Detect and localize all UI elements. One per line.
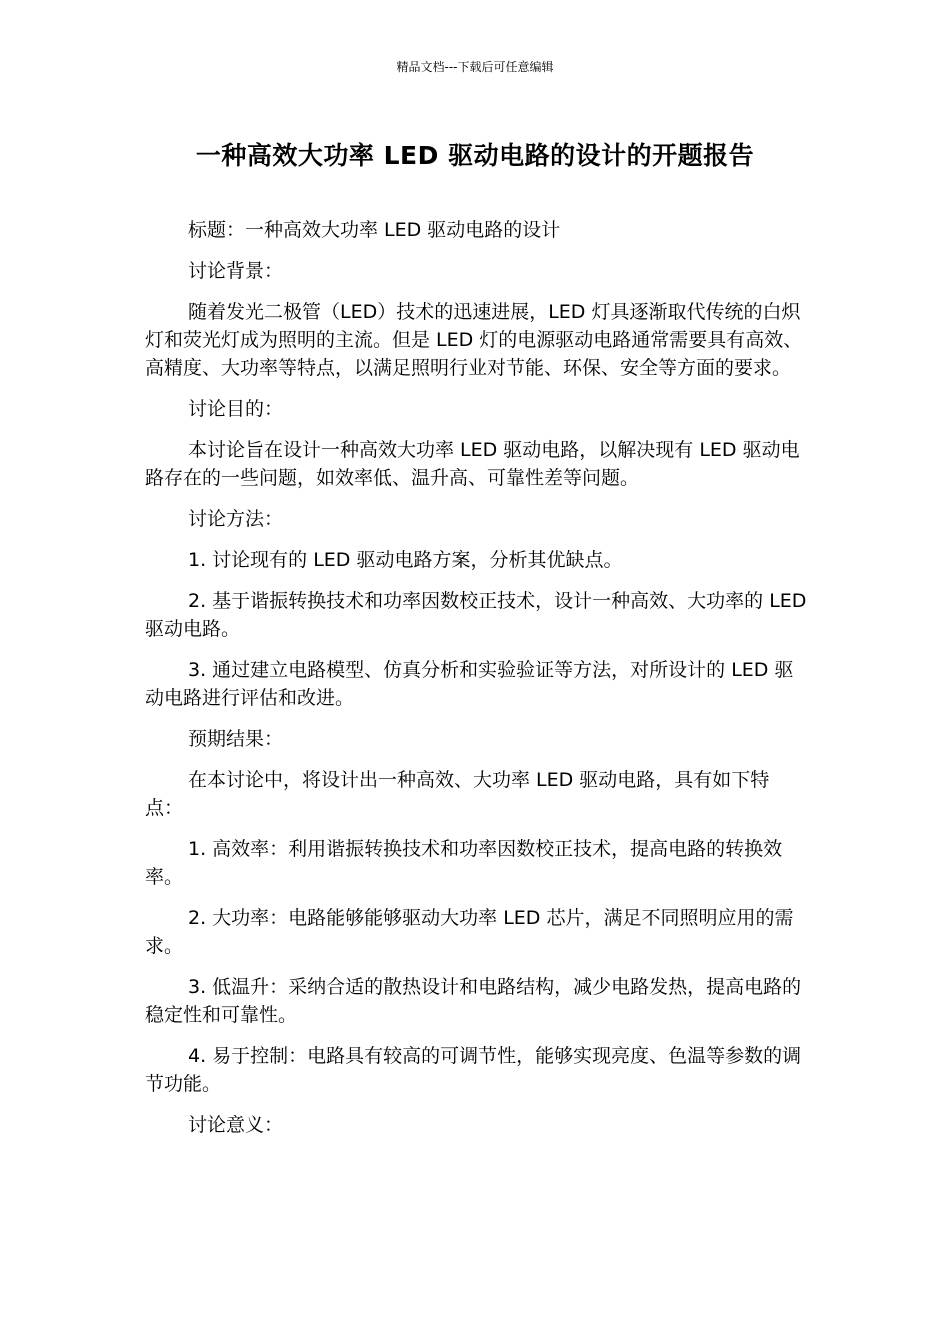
heading-background: 讨论背景： [188, 260, 284, 282]
paragraph-expected-results: 在本讨论中，将设计出一种高效、大功率 LED 驱动电路，具有如下特点： [145, 769, 770, 819]
document-body [145, 216, 807, 1152]
feature-item-3: 3. 低温升：采纳合适的散热设计和电路结构，减少电路发热，提高电路的稳定性和可靠性。 [145, 976, 802, 1026]
document-title: 一种高效大功率 LED 驱动电路的设计的开题报告 [195, 141, 755, 170]
feature-item-4: 4. 易于控制：电路具有较高的可调节性，能够实现亮度、色温等参数的调节功能。 [145, 1045, 802, 1095]
page-header-note: 精品文档---下载后可任意编辑 [396, 60, 554, 74]
paragraph-subject: 标题：一种高效大功率 LED 驱动电路的设计 [188, 219, 561, 241]
method-item-2: 2. 基于谐振转换技术和功率因数校正技术，设计一种高效、大功率的 LED 驱动电路。 [145, 590, 807, 640]
heading-method: 讨论方法： [188, 508, 284, 530]
paragraph-purpose: 本讨论旨在设计一种高效大功率 LED 驱动电路，以解决现有 LED 驱动电路存在的一些问题，如效率低、温升高、可靠性差等问题。 [145, 439, 800, 489]
method-item-1: 1. 讨论现有的 LED 驱动电路方案，分析其优缺点。 [188, 549, 623, 571]
feature-item-1: 1. 高效率：利用谐振转换技术和功率因数校正技术，提高电路的转换效率。 [145, 838, 783, 888]
heading-purpose: 讨论目的： [188, 398, 284, 420]
feature-item-2: 2. 大功率：电路能够能够驱动大功率 LED 芯片，满足不同照明应用的需求。 [145, 907, 794, 957]
heading-significance: 讨论意义： [188, 1114, 284, 1136]
method-item-3: 3. 通过建立电路模型、仿真分析和实验验证等方法，对所设计的 LED 驱动电路进行评估和改进。 [145, 659, 794, 709]
paragraph-background: 随着发光二极管（LED）技术的迅速进展，LED 灯具逐渐取代传统的白炽灯和荧光灯成为照明的主流。但是 LED 灯的电源驱动电路通常需要具有高效、高精度、大功率等特点，以满足照明行业对节能、环保、安全等方面的要求。 [145, 301, 803, 379]
heading-expected-results: 预期结果： [188, 728, 284, 750]
